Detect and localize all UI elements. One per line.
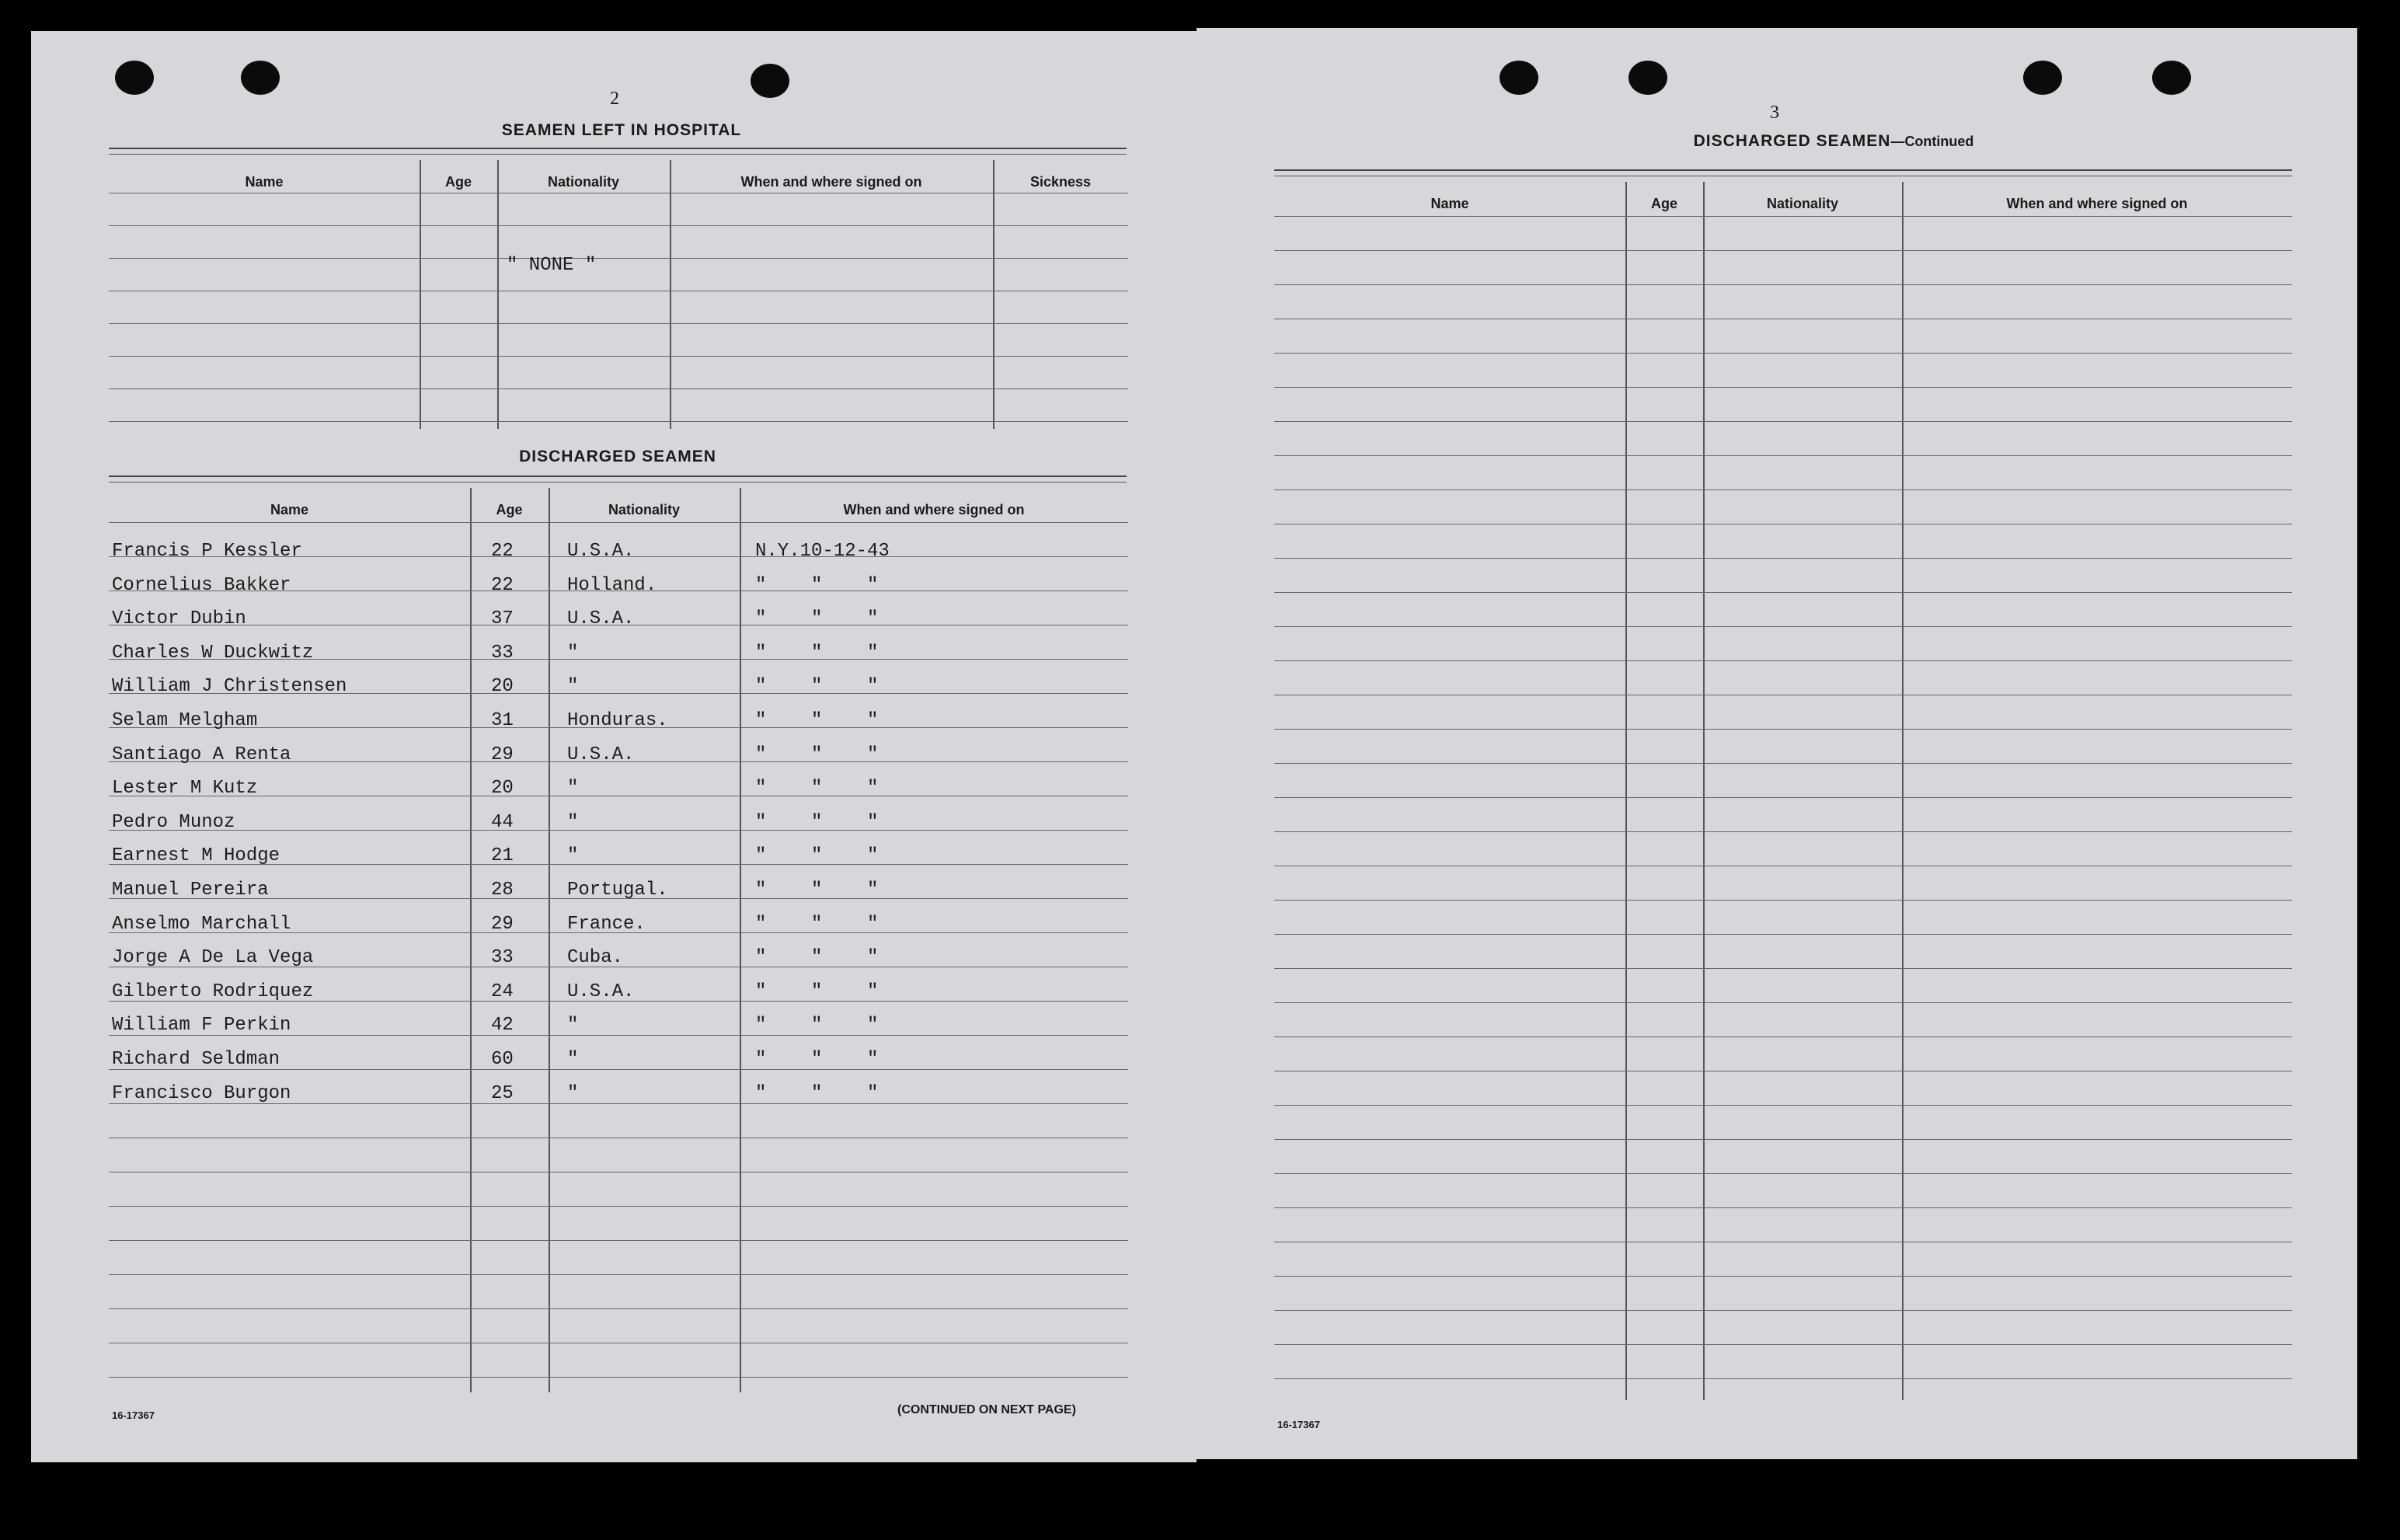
column-header: Nationality (608, 502, 680, 517)
seaman-name: Selam Melgham (112, 710, 258, 731)
row-rule (1274, 763, 2292, 764)
seaman-name: Lester M Kutz (112, 778, 258, 800)
seaman-nationality: U.S.A. (567, 981, 635, 1002)
seaman-signed-on: " " " (755, 845, 879, 867)
seaman-age: 22 (491, 541, 514, 562)
form-number: 16-17367 (1277, 1419, 1320, 1430)
punch-hole-icon (115, 61, 154, 95)
continued-note: (CONTINUED ON NEXT PAGE) (897, 1403, 1076, 1416)
seaman-name: Pedro Munoz (112, 811, 235, 833)
seaman-age: 20 (491, 778, 514, 800)
seaman-name: Francis P Kessler (112, 541, 302, 562)
seaman-name: Francisco Burgon (112, 1082, 291, 1104)
row-rule (109, 1240, 1128, 1241)
seaman-signed-on: " " " (755, 947, 879, 969)
punch-hole-icon (1628, 61, 1667, 95)
row-rule (1274, 455, 2292, 456)
seaman-signed-on: " " " (755, 1015, 879, 1037)
column-header: Age (496, 502, 523, 517)
row-rule (1274, 626, 2292, 627)
row-rule (1274, 1105, 2292, 1106)
row-rule (1274, 353, 2292, 354)
row-rule (109, 421, 1128, 422)
seaman-age: 42 (491, 1015, 514, 1037)
row-rule (1274, 421, 2292, 422)
seaman-signed-on: " " " (755, 608, 879, 630)
column-header: Name (1430, 196, 1469, 211)
punch-hole-icon (2152, 61, 2191, 95)
seaman-name: Gilberto Rodriquez (112, 981, 314, 1002)
row-rule (109, 522, 1128, 523)
column-divider (1625, 182, 1627, 1400)
seaman-name: Jorge A De La Vega (112, 947, 314, 969)
row-rule (109, 1377, 1128, 1378)
seaman-nationality: Holland. (567, 574, 657, 596)
discharged-section-title: DISCHARGED SEAMEN (519, 448, 716, 465)
row-rule (109, 830, 1128, 831)
page-title-main: DISCHARGED SEAMEN (1693, 132, 1891, 150)
row-rule (1274, 968, 2292, 969)
page-number: 2 (610, 89, 619, 109)
seaman-name: William F Perkin (112, 1015, 291, 1037)
seaman-signed-on: " " " (755, 778, 879, 800)
seaman-age: 29 (491, 744, 514, 765)
seaman-name: Santiago A Renta (112, 744, 291, 765)
row-rule (1274, 284, 2292, 285)
seaman-nationality: France. (567, 913, 646, 935)
row-rule (1274, 1207, 2292, 1208)
seaman-nationality: " (567, 642, 579, 664)
seaman-age: 37 (491, 608, 514, 630)
seaman-nationality: U.S.A. (567, 608, 635, 630)
seaman-nationality: " (567, 1082, 579, 1104)
seaman-signed-on: " " " (755, 710, 879, 731)
punch-hole-icon (751, 64, 789, 98)
seaman-nationality: Portugal. (567, 880, 668, 901)
row-rule (1274, 1173, 2292, 1174)
seaman-signed-on: " " " (755, 744, 879, 765)
row-rule (109, 1308, 1128, 1309)
row-rule (1274, 900, 2292, 901)
row-rule (1274, 934, 2292, 935)
row-rule (109, 388, 1128, 389)
seaman-nationality: Honduras. (567, 710, 668, 731)
row-rule (1274, 250, 2292, 251)
column-header: Age (1650, 196, 1677, 211)
page-title-suffix: —Continued (1890, 134, 1974, 149)
seaman-name: Earnest M Hodge (112, 845, 280, 867)
seaman-signed-on: " " " (755, 1082, 879, 1104)
form-number: 16-17367 (112, 1409, 155, 1421)
column-header: Sickness (1029, 174, 1092, 190)
seaman-nationality: " (567, 778, 579, 800)
seaman-name: William J Christensen (112, 676, 347, 698)
row-rule (1274, 831, 2292, 832)
right-page (1197, 28, 2357, 1459)
column-header: Nationality (547, 174, 619, 190)
column-header: Age (444, 174, 472, 190)
seaman-age: 29 (491, 913, 514, 935)
punch-hole-icon (241, 61, 280, 95)
row-rule (1274, 1002, 2292, 1003)
row-rule (1274, 797, 2292, 798)
row-rule (1274, 1310, 2292, 1311)
column-divider (470, 488, 472, 1392)
left-page (31, 31, 1197, 1462)
seaman-signed-on: " " " (755, 676, 879, 698)
seaman-nationality: Cuba. (567, 947, 624, 969)
row-rule (109, 225, 1128, 226)
seaman-name: Anselmo Marchall (112, 913, 291, 935)
row-rule (1274, 216, 2292, 217)
punch-hole-icon (1500, 61, 1538, 95)
column-divider (740, 488, 741, 1392)
seaman-signed-on: " " " (755, 642, 879, 664)
column-header: Nationality (1766, 196, 1838, 211)
seaman-name: Charles W Duckwitz (112, 642, 314, 664)
column-divider (1902, 182, 1904, 1400)
seaman-signed-on: " " " (755, 574, 879, 596)
seaman-name: Manuel Pereira (112, 880, 269, 901)
seaman-nationality: U.S.A. (567, 744, 635, 765)
seaman-name: Victor Dubin (112, 608, 246, 630)
hospital-section-title: SEAMEN LEFT IN HOSPITAL (501, 121, 742, 139)
seaman-signed-on: " " " (755, 1049, 879, 1070)
seaman-name: Cornelius Bakker (112, 574, 291, 596)
punch-hole-icon (2023, 61, 2062, 95)
column-divider (549, 488, 550, 1392)
seaman-age: 20 (491, 676, 514, 698)
row-rule (109, 258, 1128, 259)
seaman-age: 60 (491, 1049, 514, 1070)
row-rule (109, 323, 1128, 324)
page-number: 3 (1770, 103, 1779, 123)
row-rule (1274, 729, 2292, 730)
row-rule (1274, 1378, 2292, 1379)
seaman-age: 28 (491, 880, 514, 901)
seaman-nationality: " (567, 1015, 579, 1037)
row-rule (1274, 558, 2292, 559)
row-rule (1274, 1276, 2292, 1277)
seaman-nationality: " (567, 845, 579, 867)
column-header: Name (245, 174, 284, 190)
column-header: When and where signed on (2006, 196, 2188, 211)
row-rule (1274, 387, 2292, 388)
seaman-age: 33 (491, 642, 514, 664)
seaman-age: 22 (491, 574, 514, 596)
row-rule (109, 1274, 1128, 1275)
column-divider (1703, 182, 1705, 1400)
seaman-age: 24 (491, 981, 514, 1002)
seaman-signed-on: " " " (755, 880, 879, 901)
row-rule (1274, 660, 2292, 661)
seaman-age: 31 (491, 710, 514, 731)
seaman-signed-on: N.Y.10-12-43 (755, 541, 890, 562)
seaman-nationality: " (567, 1049, 579, 1070)
seaman-nationality: " (567, 811, 579, 833)
hospital-none-note: " NONE " (507, 255, 597, 276)
seaman-nationality: " (567, 676, 579, 698)
row-rule (109, 356, 1128, 357)
seaman-signed-on: " " " (755, 811, 879, 833)
row-rule (1274, 592, 2292, 593)
seaman-age: 21 (491, 845, 514, 867)
seaman-nationality: U.S.A. (567, 541, 635, 562)
seaman-signed-on: " " " (755, 981, 879, 1002)
seaman-signed-on: " " " (755, 913, 879, 935)
row-rule (1274, 1344, 2292, 1345)
page-title (1601, 132, 2067, 151)
column-header: Name (270, 502, 309, 517)
seaman-age: 25 (491, 1082, 514, 1104)
seaman-age: 44 (491, 811, 514, 833)
row-rule (1274, 1139, 2292, 1140)
seaman-age: 33 (491, 947, 514, 969)
column-header: When and where signed on (740, 174, 922, 190)
column-header: When and where signed on (843, 502, 1025, 517)
row-rule (109, 1206, 1128, 1207)
seaman-name: Richard Seldman (112, 1049, 280, 1070)
